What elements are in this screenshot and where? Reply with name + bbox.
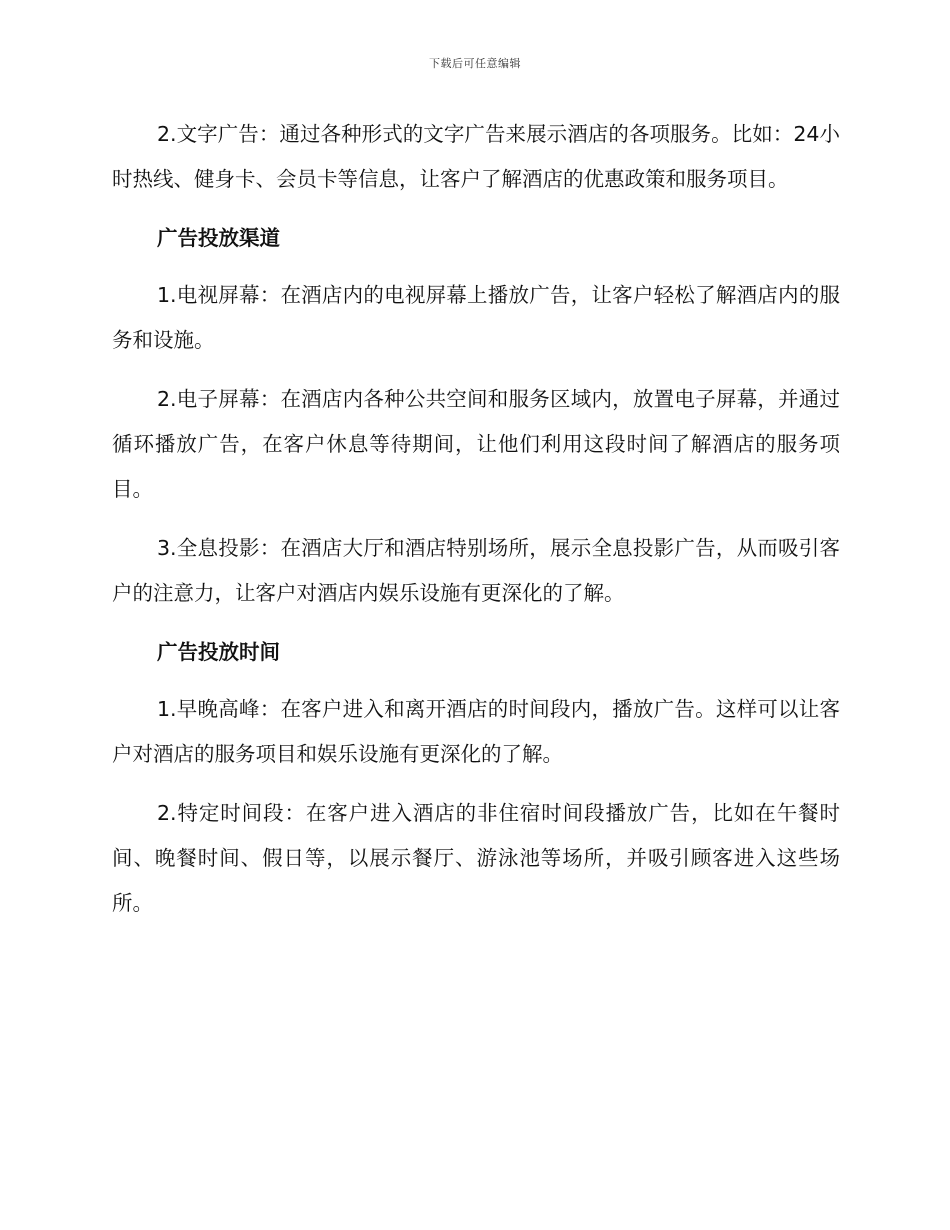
- paragraph-peak-hours: 1.早晚高峰：在客户进入和离开酒店的时间段内，播放广告。这样可以让客户对酒店的服务项目和娱乐设施有更深化的了解。: [112, 697, 840, 766]
- paragraph-electronic-screen: 2.电子屏幕：在酒店内各种公共空间和服务区域内，放置电子屏幕，并通过循环播放广告，在客户休息等待期间，让他们利用这段时间了解酒店的服务项目。: [112, 387, 840, 501]
- paragraph-specific-time: 2.特定时间段：在客户进入酒店的非住宿时间段播放广告，比如在午餐时间、晚餐时间、假日等，以展示餐厅、游泳池等场所，并吸引顾客进入这些场所。: [112, 801, 840, 915]
- page-header: 下载后可任意编辑: [429, 57, 521, 70]
- section-heading-channels: 广告投放渠道: [157, 226, 280, 250]
- section-heading-timing: 广告投放时间: [157, 640, 280, 664]
- document-body: [112, 112, 840, 940]
- paragraph-hologram: 3.全息投影：在酒店大厅和酒店特别场所，展示全息投影广告，从而吸引客户的注意力，让客户对酒店内娱乐设施有更深化的了解。: [112, 536, 840, 605]
- paragraph-text-ads: 2.文字广告：通过各种形式的文字广告来展示酒店的各项服务。比如：24小时热线、健身卡、会员卡等信息，让客户了解酒店的优惠政策和服务项目。: [112, 122, 840, 191]
- paragraph-tv-screen: 1.电视屏幕：在酒店内的电视屏幕上播放广告，让客户轻松了解酒店内的服务和设施。: [112, 283, 840, 352]
